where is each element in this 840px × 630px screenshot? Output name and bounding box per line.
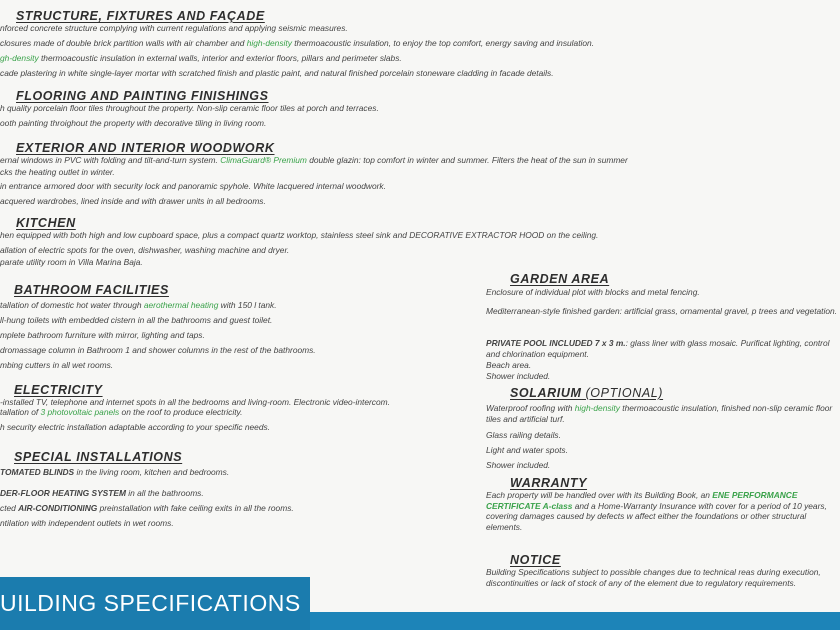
- banner-title: UILDING SPECIFICATIONS: [0, 590, 301, 616]
- special-line: [0, 503, 294, 513]
- text: in the living room, kitchen and bedrooms.: [74, 467, 230, 477]
- text: hen equipped with both high and low cupboard space, plus a compact quartz worktop, stainless steel sink and: [0, 230, 410, 240]
- structure-heading: STRUCTURE, FIXTURES AND FAÇADE: [16, 9, 265, 23]
- highlight: aerothermal heating: [143, 300, 219, 310]
- woodwork-line: in entrance armored door with security lock and panoramic spyhole. White lacquered internal woodwork.: [0, 181, 386, 191]
- text: ernal windows in PVC with folding and tilt-and-turn system.: [0, 155, 221, 165]
- electricity-line: -installed TV, telephone and internet spots in all the bedrooms and living-room. Electronic video-intercom.: [0, 397, 390, 407]
- kitchen-heading: KITCHEN: [16, 216, 76, 230]
- text: cted: [0, 503, 19, 513]
- structure-line: [0, 53, 402, 63]
- solarium-line: Light and water spots.: [486, 445, 568, 455]
- text: with 150 l tank.: [218, 300, 277, 310]
- text: closures made of double brick partition walls with air chamber and: [0, 38, 247, 48]
- structure-line: cade plastering in white single-layer mortar with scratched finish and plastic paint, and natural finished porcelain stoneware cladding in facade details.: [0, 68, 554, 78]
- highlight: gh-density: [0, 53, 39, 63]
- flooring-line: ooth painting throighout the property with decorative tiling in living room.: [0, 118, 267, 128]
- solarium-line: Shower included.: [486, 460, 551, 470]
- text: DECORATIVE EXTRACTOR HOOD: [409, 230, 545, 240]
- woodwork-line: cks the heating outlet in winter.: [0, 167, 115, 177]
- text: thermoacoustic insulation, finished non-slip ceramic floor tiles and artificial turf.: [486, 403, 833, 424]
- garden-line: Enclosure of individual plot with blocks and metal fencing.: [486, 287, 700, 297]
- highlight: high-density: [574, 403, 620, 413]
- special-line: [0, 467, 229, 477]
- text: and a Home-Warranty Insurance with cover for a period of 10 years, covering damages caused by defects w affect either the foundations or other structural elements.: [486, 500, 827, 532]
- text: preinstallation with fake ceiling exits in all the rooms.: [97, 503, 294, 513]
- bathroom-line: dromassage column in Bathroom 1 and shower columns in the rest of the bathrooms.: [0, 345, 316, 355]
- text: tallation of: [0, 407, 41, 417]
- notice-para: Building Specifications subject to possible changes due to technical reas during execution, discontinuities or lack of stock of any of the element due to regulatory requirements.: [486, 567, 821, 588]
- bathroom-line: [0, 300, 277, 310]
- highlight: 3 photovoltaic panels: [40, 407, 120, 417]
- woodwork-line: acquered wardrobes, lined inside and with drawer units in all bedrooms.: [0, 196, 266, 206]
- text: SOLARIUM: [510, 386, 582, 400]
- text: Each property will be handled over with its Building Book, an: [486, 490, 713, 500]
- solarium-para: [486, 403, 840, 424]
- text: AIR-CONDITIONING: [18, 503, 98, 513]
- garden-heading: GARDEN AREA: [510, 272, 610, 286]
- text: : glass liner with glass mosaic. Purificat lighting, control and chlorination equipment.: [486, 338, 830, 359]
- warranty-heading: WARRANTY: [510, 476, 588, 490]
- special-line: ntilation with independent outlets in wet rooms.: [0, 518, 174, 528]
- electricity-line: h security electric installation adaptable according to your specific needs.: [0, 422, 271, 432]
- text: thermoacoustic insulation in external walls, interior and exterior floors, pillars and perimeter slabs.: [38, 53, 402, 63]
- text: on the ceiling.: [544, 230, 599, 240]
- electricity-heading: ELECTRICITY: [14, 383, 103, 397]
- bathroom-line: mbing cutters in all wet rooms.: [0, 360, 114, 370]
- pool-para: [486, 338, 840, 359]
- garden-para: Mediterranean-style finished garden: artificial grass, ornamental gravel, p trees and vegetation.: [486, 306, 838, 316]
- electricity-line: [0, 407, 242, 417]
- solarium-heading: [510, 386, 663, 400]
- text: double glazin: top comfort in winter and summer. Filters the heat of the sun in summer: [306, 155, 628, 165]
- bathroom-heading: BATHROOM FACILITIES: [14, 283, 169, 297]
- kitchen-line: [0, 230, 598, 240]
- structure-line: [0, 38, 594, 48]
- garden-line: Beach area.: [486, 360, 532, 370]
- flooring-heading: FLOORING AND PAINTING FINISHINGS: [16, 89, 269, 103]
- text: on the roof to produce electricity.: [119, 407, 243, 417]
- kitchen-line: allation of electric spots for the oven, dishwasher, washing machine and dryer.: [0, 245, 290, 255]
- highlight: high-density: [246, 38, 292, 48]
- bathroom-line: ll-hung toilets with embedded cistern in all the bathrooms and guest toilet.: [0, 315, 273, 325]
- text: (OPTIONAL): [581, 386, 664, 400]
- structure-line: nforced concrete structure complying with current regulations and applying seismic measures.: [0, 23, 348, 33]
- text: PRIVATE POOL INCLUDED 7 x 3 m.: [486, 338, 626, 348]
- text: thermoacoustic insulation, to enjoy the top comfort, energy saving and insulation.: [291, 38, 595, 48]
- solarium-line: Glass railing details.: [486, 430, 561, 440]
- text: tallation of domestic hot water through: [0, 300, 144, 310]
- woodwork-heading: EXTERIOR AND INTERIOR WOODWORK: [16, 141, 275, 155]
- text: DER-FLOOR HEATING SYSTEM: [0, 488, 126, 498]
- bathroom-line: mplete bathroom furniture with mirror, lighting and taps.: [0, 330, 205, 340]
- garden-line: Shower included.: [486, 371, 551, 381]
- bottom-bar: [310, 612, 840, 630]
- flooring-line: h quality porcelain floor tiles throughout the property. Non-slip ceramic floor tiles at porch and terraces.: [0, 103, 379, 113]
- warranty-para: [486, 490, 840, 532]
- text: Waterproof roofing with: [486, 403, 575, 413]
- special-line: [0, 488, 204, 498]
- text: TOMATED BLINDS: [0, 467, 75, 477]
- notice-heading: NOTICE: [510, 553, 561, 567]
- highlight: ENE PERFORMANCE CERTIFICATE A-class: [486, 490, 798, 511]
- highlight: ClimaGuard® Premium: [220, 155, 307, 165]
- text: in all the bathrooms.: [125, 488, 204, 498]
- kitchen-line: parate utility room in Villa Marina Baja.: [0, 257, 143, 267]
- special-heading: SPECIAL INSTALLATIONS: [14, 450, 183, 464]
- woodwork-line: [0, 155, 628, 165]
